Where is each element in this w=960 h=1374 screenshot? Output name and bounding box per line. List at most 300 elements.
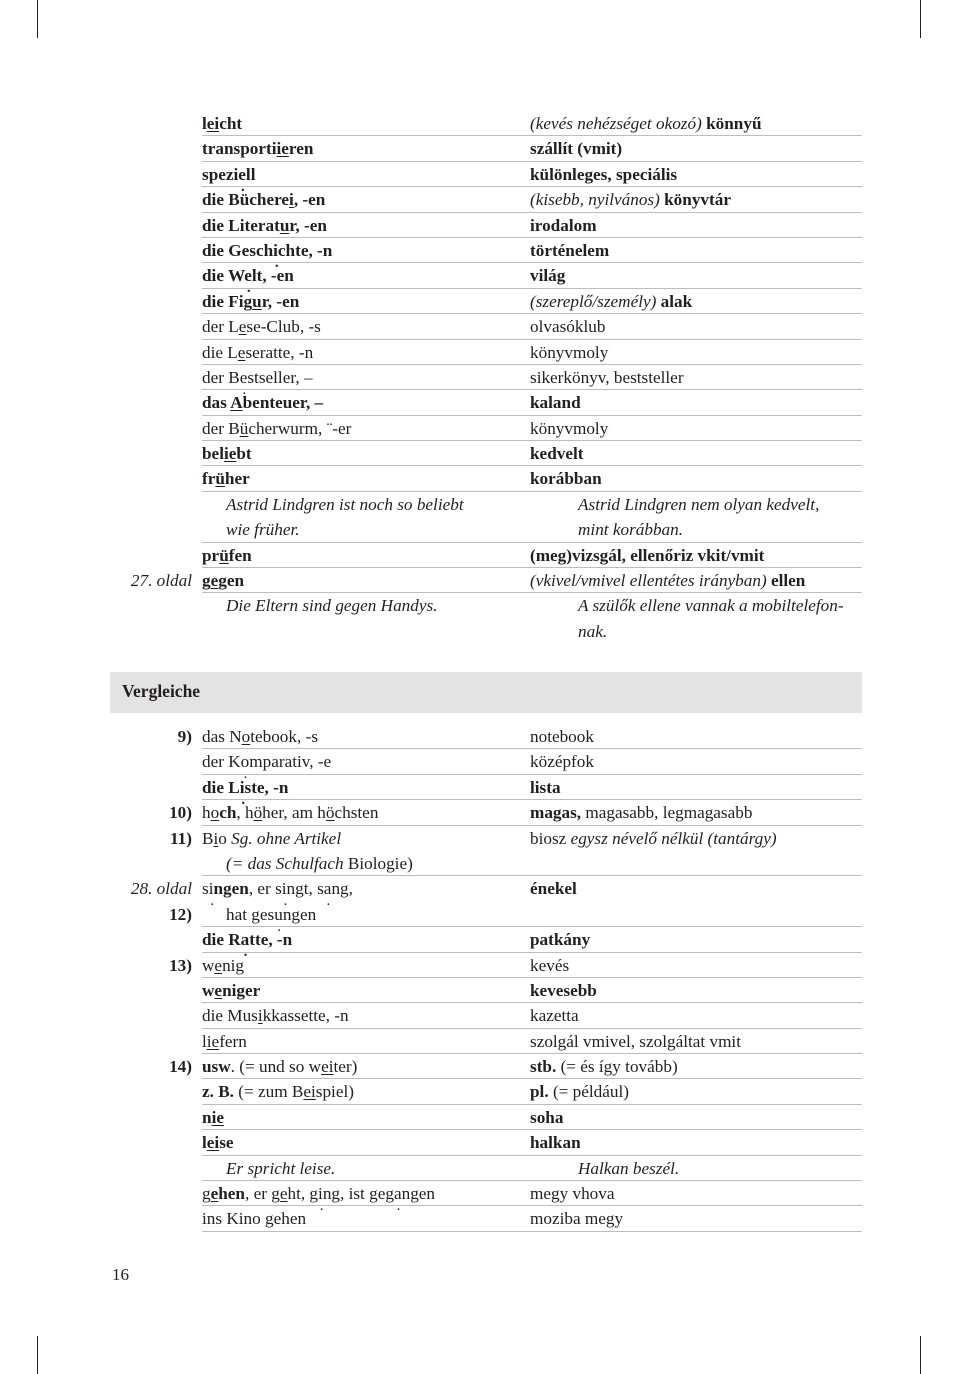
- row-marker: [110, 1029, 202, 1054]
- vocabulary-list-2: [110, 724, 862, 1232]
- hungarian-translation: [554, 492, 862, 517]
- german-term: [202, 416, 530, 441]
- text-segment: kevesebb: [530, 980, 597, 1000]
- hungarian-translation: [530, 1206, 862, 1231]
- german-term: [202, 876, 530, 901]
- text-segment: ü: [215, 469, 225, 489]
- text-segment: her: [224, 469, 250, 489]
- text-segment: (kevés nehézséget okozó): [530, 114, 707, 133]
- vocab-row: [110, 775, 862, 800]
- text-segment: , -en: [293, 190, 326, 210]
- hungarian-translation: [530, 1054, 862, 1079]
- vocab-row: [110, 441, 862, 466]
- text-segment: ch: [219, 803, 237, 823]
- row-marker: 11): [170, 828, 192, 848]
- text-segment: g: [202, 1184, 211, 1204]
- hungarian-translation: [554, 619, 862, 644]
- text-segment: magasabb, legmagasabb: [581, 803, 753, 823]
- row-marker: [110, 238, 202, 263]
- german-term: [202, 136, 530, 161]
- german-term: [202, 851, 554, 876]
- vocab-row: [110, 1130, 862, 1155]
- crop-mark-bottom-right: [920, 1336, 921, 1374]
- german-term: [202, 1003, 530, 1028]
- text-segment: moziba megy: [530, 1209, 624, 1229]
- text-segment: das: [202, 393, 231, 413]
- text-segment: ter): [333, 1057, 358, 1077]
- text-segment: der B: [202, 418, 240, 438]
- row-marker: [110, 1105, 202, 1130]
- hungarian-translation: [530, 1003, 862, 1028]
- text-segment: ll: [245, 164, 256, 184]
- text-segment: n: [202, 1107, 212, 1127]
- text-segment: l: [202, 1133, 207, 1153]
- text-segment: világ: [530, 266, 566, 286]
- vocab-row: [110, 390, 862, 415]
- row-marker: [110, 775, 202, 800]
- german-term: [202, 1079, 530, 1104]
- row-marker: [110, 390, 202, 415]
- vocab-row: [110, 902, 862, 927]
- text-segment: kevés: [530, 955, 570, 975]
- hungarian-translation: [530, 441, 862, 466]
- text-segment: (= zum B: [233, 1082, 304, 1102]
- hungarian-translation: [530, 213, 862, 238]
- german-term: [202, 800, 530, 825]
- text-segment: lt, -en: [251, 266, 294, 286]
- hungarian-translation: [530, 953, 862, 978]
- text-segment: kaland: [530, 393, 581, 413]
- vocab-row: [110, 568, 862, 593]
- text-segment: a .: [241, 930, 250, 949]
- text-segment: der K: [202, 752, 241, 772]
- text-segment: h: [202, 803, 211, 823]
- text-segment: i: [257, 1006, 263, 1026]
- text-segment: o: [218, 828, 232, 848]
- text-segment: ö: [253, 803, 263, 823]
- vocab-row: [110, 619, 862, 644]
- text-segment: Die Eltern sind gegen Handys.: [226, 596, 438, 616]
- row-marker: [110, 136, 202, 161]
- german-term: [202, 927, 530, 952]
- vocab-row: [110, 365, 862, 390]
- text-segment: olvasóklub: [530, 317, 606, 337]
- text-segment: e: [279, 1184, 288, 1204]
- text-segment: o .: [241, 752, 250, 771]
- vocab-row: [110, 724, 862, 749]
- text-segment: Sg. ohne Artikel: [231, 828, 342, 848]
- text-segment: die Fig: [202, 291, 253, 311]
- text-segment: ng, ist geg: [322, 1184, 394, 1204]
- row-marker: [110, 187, 202, 212]
- vocab-row: [110, 1206, 862, 1231]
- german-term: [202, 1206, 530, 1231]
- text-segment: (meg)vizsgál, ellenőriz vkit/vmit: [530, 545, 765, 565]
- text-segment: ei: [206, 1133, 220, 1153]
- text-segment: se-Club, -s: [246, 317, 321, 337]
- german-term: [202, 162, 530, 187]
- text-segment: gen: [218, 571, 245, 591]
- row-marker: [110, 263, 202, 288]
- text-segment: (= és így tovább): [556, 1057, 678, 1077]
- text-segment: spiel): [315, 1082, 354, 1102]
- hungarian-translation: [530, 876, 862, 901]
- german-term: [202, 568, 530, 593]
- hungarian-translation: [530, 775, 862, 800]
- row-marker: [110, 314, 202, 339]
- german-term: [202, 365, 530, 390]
- hungarian-translation: [530, 1130, 862, 1155]
- vocab-row: [110, 978, 862, 1003]
- row-marker: [110, 517, 202, 542]
- german-term: [202, 466, 530, 491]
- row-marker: 13): [169, 955, 192, 975]
- german-term: [202, 1156, 554, 1181]
- text-segment: nak.: [578, 621, 608, 641]
- hungarian-translation: [554, 851, 862, 876]
- row-marker: [110, 927, 202, 952]
- text-segment: ngen: [282, 904, 317, 924]
- text-segment: die W: [202, 266, 245, 286]
- text-segment: e .: [244, 266, 252, 285]
- text-segment: w: [202, 980, 215, 1000]
- vocab-row: [110, 800, 862, 825]
- vocab-row: [110, 314, 862, 339]
- vocab-row: [110, 136, 862, 161]
- text-segment: die Literat: [202, 215, 280, 235]
- text-segment: ngen: [401, 1184, 436, 1204]
- text-segment: Astrid Lindgren ist noch so beliebt: [226, 494, 464, 514]
- text-segment: könyvmoly: [530, 342, 609, 362]
- row-marker: [110, 1130, 202, 1155]
- hungarian-translation: [530, 289, 862, 314]
- vocab-row: [110, 416, 862, 441]
- row-marker: [110, 111, 202, 136]
- text-segment: i .: [240, 778, 245, 797]
- text-segment: i .: [318, 1184, 323, 1203]
- text-segment: spezi: [202, 164, 239, 184]
- text-segment: pl.: [530, 1082, 549, 1102]
- german-term: [202, 953, 530, 978]
- row-marker: [110, 1181, 202, 1206]
- german-term: [202, 213, 530, 238]
- text-segment: l: [202, 114, 207, 133]
- hungarian-translation: [530, 238, 862, 263]
- german-term: [202, 1130, 530, 1155]
- text-segment: u: [252, 291, 262, 311]
- text-segment: r, -en: [289, 215, 327, 235]
- hungarian-translation: [530, 416, 862, 441]
- text-segment: ellen: [771, 571, 806, 591]
- row-marker: 9): [177, 727, 192, 746]
- hungarian-translation: [530, 927, 862, 952]
- text-segment: tte, -n: [249, 930, 293, 950]
- hungarian-translation: [530, 1079, 862, 1104]
- vocab-row: [110, 492, 862, 517]
- text-segment: ng,: [331, 879, 353, 899]
- text-segment: e: [210, 571, 219, 591]
- text-segment: e: [214, 980, 223, 1000]
- text-segment: das N: [202, 727, 242, 746]
- row-marker: [110, 1079, 202, 1104]
- vocab-row: [110, 187, 862, 212]
- text-segment: mint korábban.: [578, 520, 684, 540]
- german-term: [202, 390, 530, 415]
- german-term: [202, 1105, 530, 1130]
- row-marker: [110, 1156, 202, 1181]
- text-segment: tebook, -s: [250, 727, 319, 746]
- vocab-row: [110, 213, 862, 238]
- row-marker: [110, 416, 202, 441]
- text-segment: ü: [239, 418, 249, 438]
- hungarian-translation: [530, 162, 862, 187]
- text-segment: ie: [223, 444, 237, 464]
- hungarian-translation: [530, 314, 862, 339]
- text-segment: ngt, s: [286, 879, 324, 899]
- text-segment: kazetta: [530, 1006, 579, 1026]
- text-segment: r, -en: [261, 291, 300, 311]
- vocab-row: [110, 1003, 862, 1028]
- text-segment: e: [210, 1184, 219, 1204]
- text-segment: ü: [219, 545, 229, 565]
- text-segment: e .: [240, 368, 248, 387]
- text-segment: o: [210, 803, 220, 823]
- hungarian-translation: [554, 902, 862, 927]
- german-term: [202, 492, 554, 517]
- text-segment: o: [241, 727, 251, 746]
- text-segment: kedvelt: [530, 444, 584, 464]
- text-segment: patkány: [530, 930, 591, 950]
- text-segment: ie: [206, 1031, 220, 1051]
- row-marker: 10): [169, 803, 192, 823]
- text-segment: fr: [202, 469, 216, 489]
- text-segment: wie früher.: [226, 520, 300, 540]
- page-number: 16: [112, 1265, 129, 1284]
- text-segment: (= das Schulfach: [226, 853, 348, 873]
- text-segment: die R: [202, 930, 241, 950]
- german-term: [202, 978, 530, 1003]
- text-segment: w: [202, 955, 215, 975]
- vocabulary-list-1: [110, 111, 862, 644]
- hungarian-translation: [554, 517, 862, 542]
- vocab-row: [110, 466, 862, 491]
- text-segment: különleges, speciális: [530, 164, 678, 184]
- vocab-row: [110, 1105, 862, 1130]
- text-segment: ins Kino gehen: [202, 1209, 307, 1229]
- german-term: [202, 749, 530, 774]
- vocab-row: [110, 876, 862, 901]
- text-segment: der L: [202, 317, 239, 337]
- vocab-row: [110, 263, 862, 288]
- text-segment: stseller, –: [247, 367, 313, 387]
- hungarian-translation: [554, 593, 862, 618]
- text-segment: (= például): [548, 1082, 629, 1102]
- german-term: [202, 724, 530, 749]
- vocab-row: [110, 826, 862, 851]
- hungarian-translation: [530, 187, 862, 212]
- text-segment: l: [202, 1031, 207, 1051]
- text-segment: cht: [219, 114, 243, 133]
- text-segment: stb.: [530, 1057, 557, 1077]
- german-term: [202, 441, 530, 466]
- text-segment: ie: [211, 1107, 224, 1127]
- text-segment: könyvmoly: [530, 418, 609, 438]
- section-header-bar: [110, 672, 862, 713]
- text-segment: benteuer, –: [242, 393, 324, 413]
- text-segment: szállít (vmit): [530, 139, 623, 159]
- vocab-row: [110, 238, 862, 263]
- row-marker: 27. oldal: [130, 571, 192, 591]
- text-segment: halkan: [530, 1133, 581, 1153]
- text-segment: ste, -n: [244, 777, 289, 797]
- text-segment: könyvtár: [664, 190, 731, 210]
- text-segment: pr: [202, 545, 220, 565]
- text-segment: se: [219, 1133, 234, 1153]
- row-marker: [110, 213, 202, 238]
- row-marker: 12): [169, 904, 192, 924]
- row-marker: [110, 593, 202, 618]
- text-segment: e: [237, 342, 246, 362]
- hungarian-translation: [530, 826, 862, 851]
- german-term: [202, 340, 530, 365]
- text-segment: irodalom: [530, 215, 597, 235]
- hungarian-translation: [530, 800, 862, 825]
- text-segment: a .: [324, 879, 332, 898]
- text-segment: ie: [276, 139, 289, 159]
- row-marker: [110, 543, 202, 568]
- vocab-row: [110, 1054, 862, 1079]
- german-term: [202, 187, 530, 212]
- text-segment: z. B.: [202, 1082, 234, 1102]
- text-segment: ngen: [213, 879, 249, 899]
- row-marker: [110, 162, 202, 187]
- german-term: [202, 826, 530, 851]
- text-segment: énekel: [530, 879, 577, 899]
- text-segment: die Büchere: [202, 190, 290, 210]
- text-segment: e .: [238, 165, 246, 184]
- hungarian-translation: [530, 390, 862, 415]
- vocab-row: [110, 593, 862, 618]
- text-segment: (kisebb, nyilvános): [530, 190, 665, 210]
- hungarian-translation: [530, 136, 862, 161]
- text-segment: transporti: [202, 139, 277, 159]
- section-title: Vergleiche: [122, 681, 201, 701]
- text-segment: , h: [236, 803, 254, 823]
- text-segment: i .: [273, 241, 278, 260]
- text-segment: alak: [660, 291, 693, 311]
- german-term: [202, 619, 554, 644]
- row-marker: [110, 365, 202, 390]
- german-term: [202, 263, 530, 288]
- hungarian-translation: [530, 1181, 862, 1206]
- hungarian-translation: [530, 543, 862, 568]
- text-segment: u .: [274, 905, 283, 924]
- text-segment: Halkan beszél.: [578, 1158, 680, 1178]
- text-segment: der B: [202, 367, 240, 387]
- german-term: [202, 1181, 530, 1206]
- hungarian-translation: [530, 978, 862, 1003]
- text-segment: die L: [202, 342, 238, 362]
- text-segment: . (= und so w: [230, 1057, 322, 1077]
- vocab-row: [110, 851, 862, 876]
- crop-mark-top-right: [920, 0, 921, 38]
- crop-mark-bottom-left: [37, 1336, 38, 1374]
- text-segment: (szereplő/személy): [530, 291, 661, 311]
- german-term: [202, 314, 530, 339]
- row-marker: 28. oldal: [130, 879, 192, 899]
- german-term: [202, 902, 554, 927]
- vocab-row: [110, 111, 862, 136]
- text-segment: ren: [288, 139, 314, 159]
- german-term: [202, 593, 554, 618]
- text-segment: die Gesch: [202, 240, 274, 260]
- text-segment: Astrid Lindgren nem olyan kedvelt,: [578, 494, 820, 514]
- text-segment: g: [202, 571, 211, 591]
- text-segment: notebook: [530, 727, 594, 746]
- row-marker: [110, 749, 202, 774]
- german-term: [202, 111, 530, 136]
- text-segment: A: [230, 393, 243, 413]
- text-segment: ht, g: [287, 1184, 319, 1204]
- german-term: [202, 1054, 530, 1079]
- hungarian-translation: [530, 263, 862, 288]
- text-segment: mparativ, -e: [249, 752, 332, 772]
- text-segment: A szülők ellene vannak a mobiltelefon-: [578, 596, 844, 616]
- text-segment: fern: [219, 1031, 247, 1051]
- row-marker: [110, 1003, 202, 1028]
- text-segment: ei: [303, 1082, 316, 1102]
- vocab-row: [110, 1079, 862, 1104]
- german-term: [202, 543, 530, 568]
- text-segment: egysz névelő nélkül (tantárgy): [570, 828, 777, 848]
- text-segment: lista: [530, 777, 561, 797]
- hungarian-translation: [530, 1029, 862, 1054]
- text-segment: e: [238, 317, 247, 337]
- text-segment: i: [289, 190, 294, 210]
- text-segment: niger: [222, 980, 261, 1000]
- text-segment: i .: [209, 879, 214, 898]
- text-segment: a .: [394, 1184, 402, 1203]
- text-segment: hen: [218, 1184, 245, 1204]
- german-term: [202, 289, 530, 314]
- hungarian-translation: [530, 340, 862, 365]
- row-marker: [110, 492, 202, 517]
- text-segment: ei: [321, 1057, 334, 1077]
- vocab-row: [110, 1181, 862, 1206]
- text-segment: B: [202, 828, 214, 848]
- text-segment: sikerkönyv, beststeller: [530, 367, 684, 387]
- row-marker: [110, 619, 202, 644]
- text-segment: seratte, -n: [245, 342, 314, 362]
- text-segment: ö: [325, 803, 335, 823]
- crop-mark-top-left: [37, 0, 38, 38]
- vocab-row: [110, 1029, 862, 1054]
- vocab-row: [110, 543, 862, 568]
- text-segment: soha: [530, 1107, 564, 1127]
- german-term: [202, 238, 530, 263]
- text-segment: bt: [236, 444, 252, 464]
- row-marker: [110, 978, 202, 1003]
- text-segment: her, am h: [262, 803, 326, 823]
- text-segment: chte, -n: [277, 240, 333, 260]
- text-segment: Er spricht leise.: [226, 1158, 336, 1178]
- german-term: [202, 1029, 530, 1054]
- text-segment: fen: [228, 545, 252, 565]
- text-segment: u: [279, 215, 290, 235]
- row-marker: [110, 1206, 202, 1231]
- text-segment: nig: [222, 955, 245, 975]
- vocab-row: [110, 289, 862, 314]
